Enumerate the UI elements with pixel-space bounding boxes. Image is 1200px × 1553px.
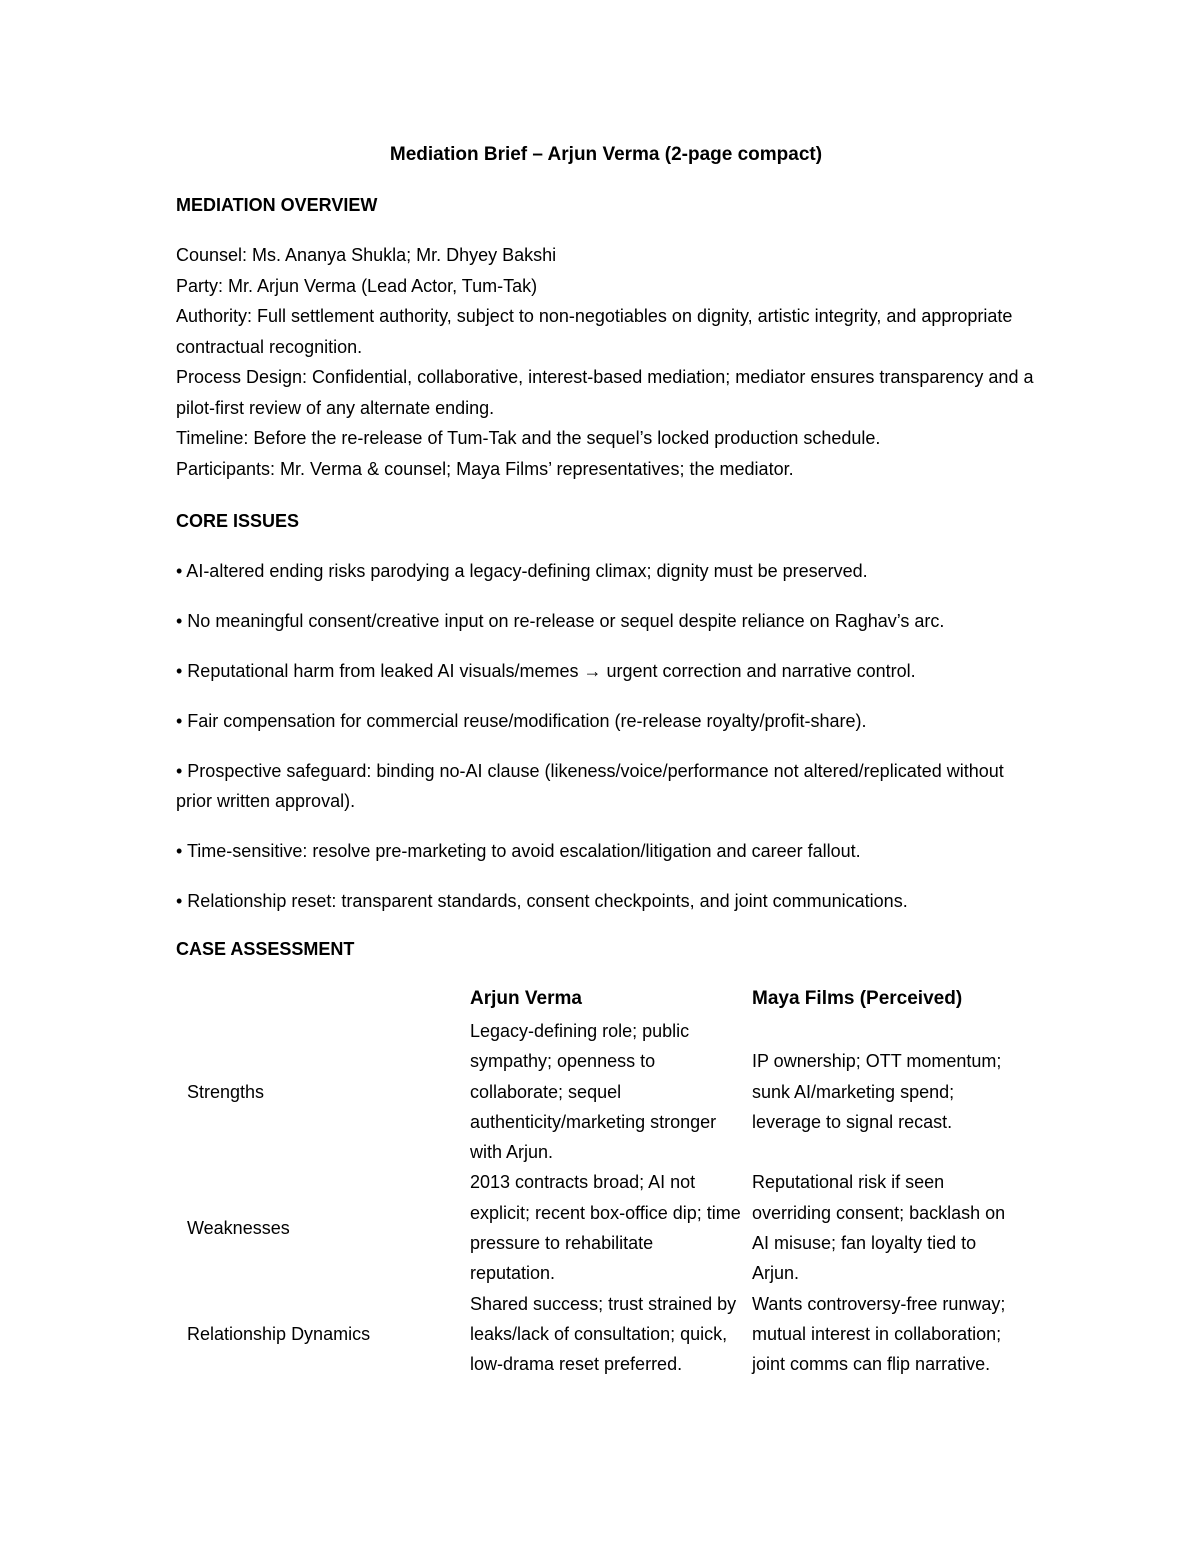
column-header-maya-films: Maya Films (Perceived)	[752, 988, 963, 1009]
core-issues-heading: CORE ISSUES	[176, 511, 300, 531]
table-row	[176, 1016, 1036, 1167]
list-item: • AI-altered ending risks parodying a legacy-defining climax; dignity must be preserved.	[176, 561, 868, 581]
overview-participants: Participants: Mr. Verma & counsel; Maya Films’ representatives; the mediator.	[176, 458, 794, 479]
overview-authority: Authority: Full settlement authority, subject to non-negotiables on dignity, artistic integrity, and appropriate contractual recognition.	[176, 306, 1013, 357]
overview-heading: MEDIATION OVERVIEW	[176, 195, 378, 215]
table-row	[176, 1167, 1036, 1288]
overview-section	[176, 240, 1036, 484]
overview-counsel: Counsel: Ms. Ananya Shukla; Mr. Dhyey Bakshi	[176, 245, 557, 265]
case-assessment-table	[176, 984, 1036, 1380]
table-cell: Reputational risk if seen overriding consent; backlash on AI misuse; fan loyalty tied to Arjun.	[752, 1172, 1006, 1284]
row-label-relationship-dynamics: Relationship Dynamics	[187, 1324, 371, 1345]
list-item: • Prospective safeguard: binding no-AI clause (likeness/voice/performance not altered/replicated without prior written approval).	[176, 761, 1004, 811]
list-item: • Time-sensitive: resolve pre-marketing to avoid escalation/litigation and career fallout.	[176, 841, 861, 861]
table-row	[176, 1289, 1036, 1380]
table-header-row	[176, 984, 1036, 1016]
overview-timeline: Timeline: Before the re-release of Tum-Tak and the sequel’s locked production schedule.	[176, 428, 881, 448]
list-item: • Relationship reset: transparent standards, consent checkpoints, and joint communications.	[176, 891, 908, 911]
table-cell: 2013 contracts broad; AI not explicit; recent box-office dip; time pressure to rehabilitate reputation.	[470, 1172, 741, 1284]
case-assessment-heading: CASE ASSESSMENT	[176, 939, 355, 959]
overview-process-design: Process Design: Confidential, collaborative, interest-based mediation; mediator ensures transparency and a pilot-first review of any alternate ending.	[176, 367, 1034, 418]
table-cell: IP ownership; OTT momentum; sunk AI/marketing spend; leverage to signal recast.	[752, 1051, 1002, 1132]
column-header-arjun-verma: Arjun Verma	[470, 988, 582, 1009]
table-cell: Wants controversy-free runway; mutual interest in collaboration; joint comms can flip narrative.	[752, 1293, 1006, 1375]
list-item: • Reputational harm from leaked AI visuals/memes → urgent correction and narrative control.	[176, 661, 916, 681]
row-label-strengths: Strengths	[187, 1081, 265, 1102]
document-page	[176, 140, 1036, 1380]
document-title: Mediation Brief – Arjun Verma (2-page compact)	[389, 144, 823, 165]
list-item: • Fair compensation for commercial reuse/modification (re-release royalty/profit-share).	[176, 711, 867, 731]
core-issues-list	[176, 556, 1036, 916]
table-cell: Shared success; trust strained by leaks/lack of consultation; quick, low-drama reset preferred.	[470, 1293, 737, 1375]
list-item: • No meaningful consent/creative input on re-release or sequel despite reliance on Raghav’s arc.	[176, 611, 945, 631]
overview-party: Party: Mr. Arjun Verma (Lead Actor, Tum-Tak)	[176, 275, 538, 296]
row-label-weaknesses: Weaknesses	[187, 1218, 290, 1239]
table-cell: Legacy-defining role; public sympathy; openness to collaborate; sequel authenticity/marketing stronger with Arjun.	[470, 1021, 717, 1163]
